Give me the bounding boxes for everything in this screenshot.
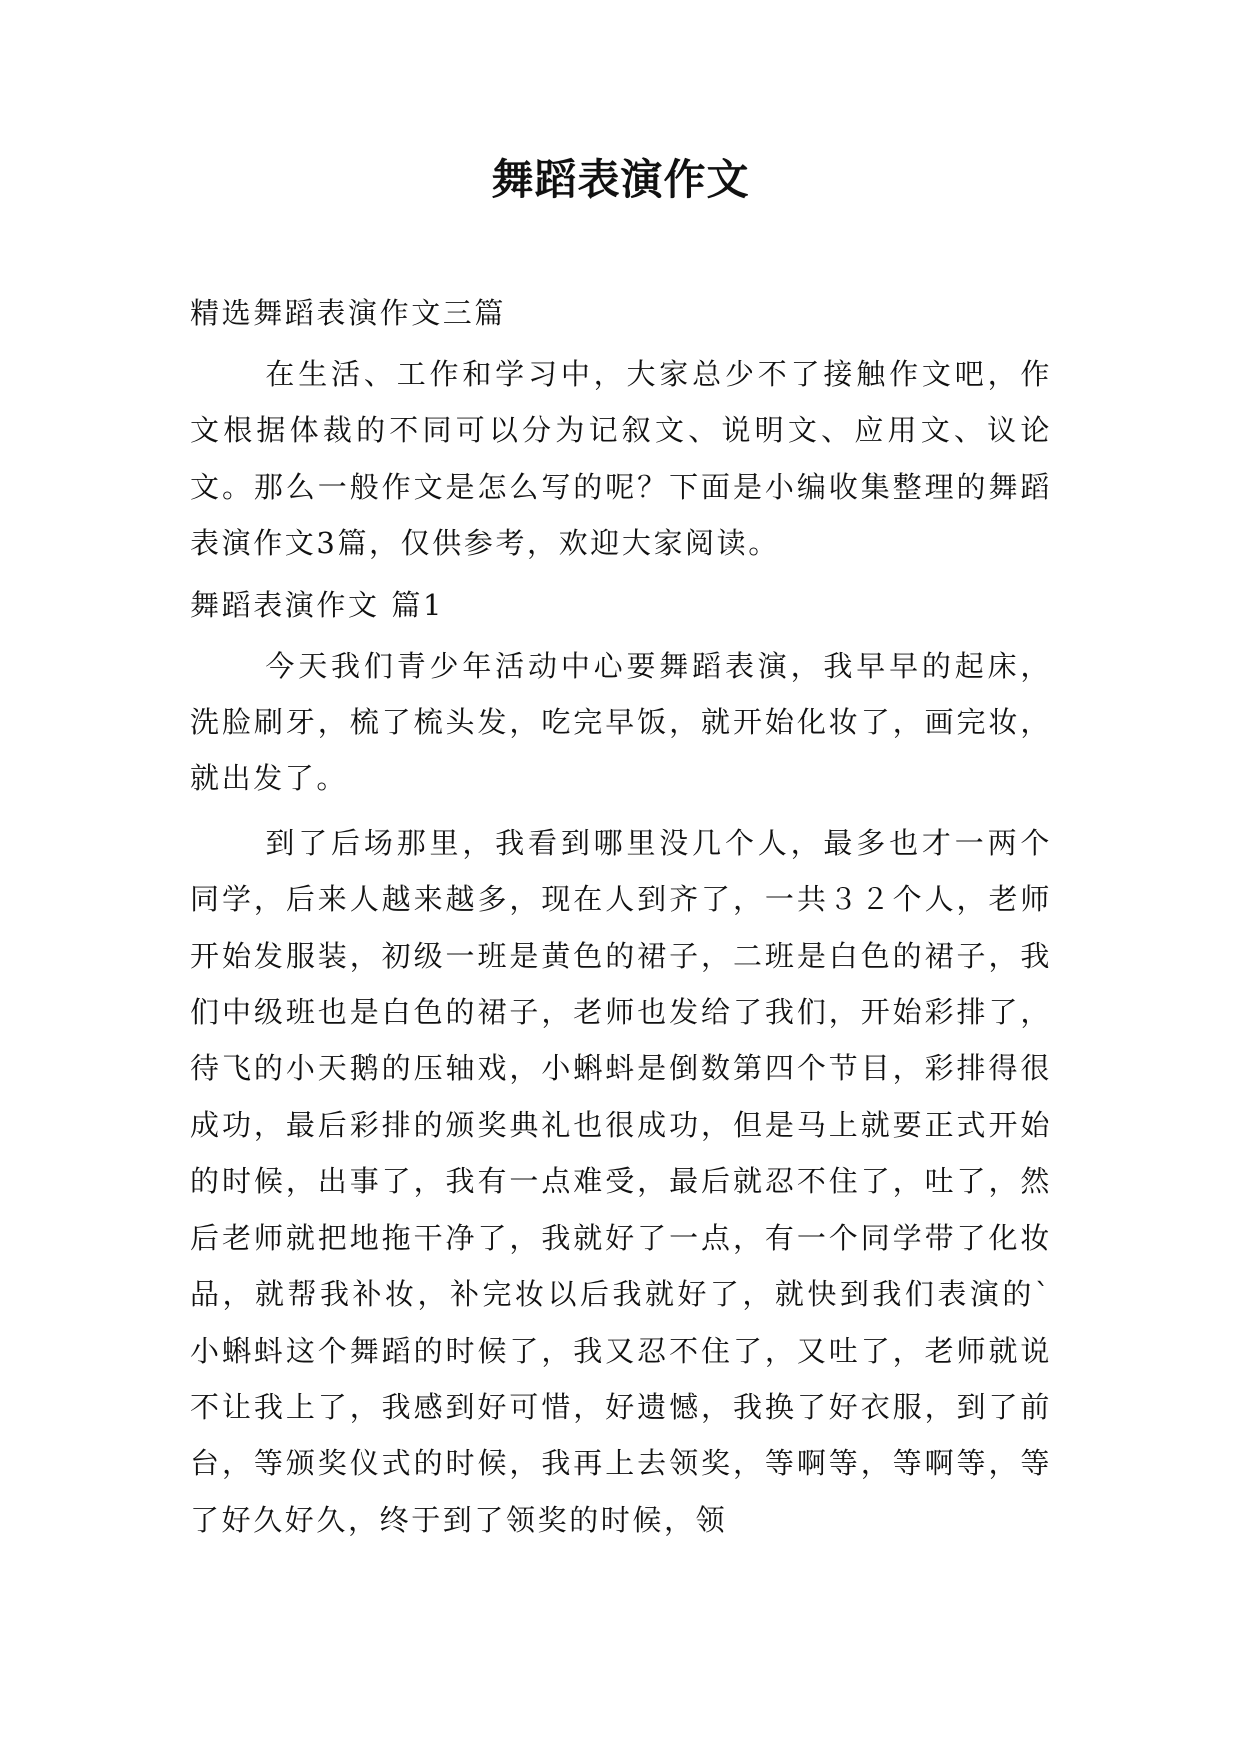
body-paragraph: 到了后场那里，我看到哪里没几个人，最多也才一两个同学，后来人越来越多，现在人到齐了，一共３２个人，老师开始发服装，初级一班是黄色的裙子，二班是白色的裙子，我们中级班也是白色的裙子，老师也发给了我们，开始彩排了，待飞的小天鹅的压轴戏，小蝌蚪是倒数第四个节目，彩排得很成功，最后彩排的颁奖典礼也很成功，但是马上就要正式开始的时候，出事了，我有一点难受，最后就忍不住了，吐了，然后老师就把地拖干净了，我就好了一点，有一个同学带了化妆品，就帮我补妆，补完妆以后我就好了，就快到我们表演的`小蝌蚪这个舞蹈的时候了，我又忍不住了，又吐了，老师就说不让我上了，我感到好可惜，好遗憾，我换了好衣服，到了前台，等颁奖仪式的时候，我再上去领奖，等啊等，等啊等，等了好久好久，终于到了领奖的时候，领 — [190, 825, 1052, 1537]
document-title: 舞蹈表演作文 — [491, 155, 750, 204]
document-subtitle: 精选舞蹈表演作文三篇 — [190, 296, 507, 330]
section-heading: 舞蹈表演作文 篇1 — [190, 587, 445, 622]
body-paragraph: 今天我们青少年活动中心要舞蹈表演，我早早的起床，洗脸刷牙，梳了梳头发，吃完早饭，就开始化妆了，画完妆，就出发了。 — [190, 648, 1052, 796]
intro-paragraph: 在生活、工作和学习中，大家总少不了接触作文吧，作文根据体裁的不同可以分为记叙文、说明文、应用文、议论文。那么一般作文是怎么写的呢？下面是小编收集整理的舞蹈表演作文3篇，仅供参考，欢迎大家阅读。 — [190, 357, 1052, 561]
document-body — [190, 280, 1052, 1548]
